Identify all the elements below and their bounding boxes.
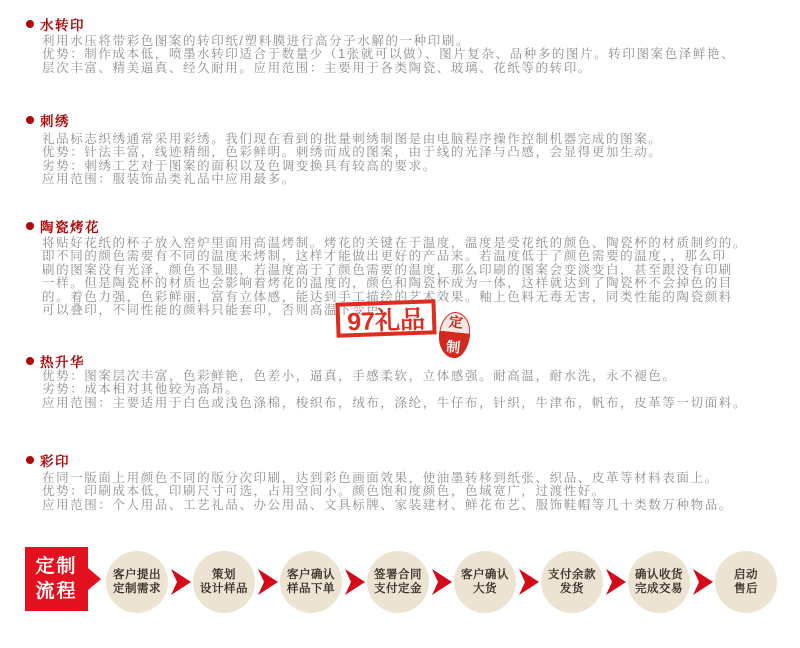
section-title-ceramic-baking: 陶瓷烤花 — [40, 220, 100, 235]
body-line: 应用范围：个人用品、工艺礼品、办公用品、文具标牌、家装建材、鲜花布艺、服饰鞋帽等几十类数万种物品。 — [42, 497, 733, 512]
body-line: 礼品标志织绣通常采用彩绣。我们现在看到的批量刺绣制图是由电脑程序操作控制机器完成的图案。 — [42, 132, 663, 146]
body-line: 应用范围：服装饰品类礼品中应用最多。 — [42, 172, 296, 187]
section-body — [42, 472, 798, 512]
body-line: 劣势：刺绣工艺对于图案的面积以及色调变换具有较高的要求。 — [42, 158, 437, 173]
arrow-right-icon — [692, 569, 714, 595]
step-text: 设计样品 — [200, 583, 248, 595]
section-title-sublimation: 热升华 — [40, 355, 85, 370]
body-line: 优势：图案层次丰富，色彩鲜艳，色差小，逼真，手感柔软，立体感强。耐高温，耐水洗，永不褪色。 — [42, 369, 677, 383]
body-line: 即不同的颜色需要有不同的温度来烤制，这样才能做出更好的产品来。若温度低于了颜色需要的温度，，那么印 — [42, 249, 727, 264]
body-line: 应用范围：主要适用于白色或浅色涤棉，梭织布，绒布，涤纶，牛仔布，针织，牛津布，帆布，皮革等一切面料。 — [42, 395, 748, 410]
body-line: 优势：印刷成本低，印刷尺寸可选，占用空间小。颜色饱和度颜色，色域宽广，过渡性好。 — [42, 484, 607, 499]
flow-step-6 — [541, 551, 603, 613]
step-text: 客户提出 — [113, 569, 161, 581]
section-body — [42, 35, 798, 75]
arrow-right-icon — [257, 569, 279, 595]
flow-step-8 — [715, 551, 777, 613]
process-flow-label — [25, 547, 88, 611]
arrow-right-icon — [518, 569, 540, 595]
body-line: 劣势：成本相对其他较为高昂。 — [42, 382, 240, 397]
section-title-water-transfer: 水转印 — [40, 18, 85, 33]
step-text: 大货 — [473, 583, 497, 595]
body-line: 将贴好花纸的杯子放入窑炉里面用高温烤制。烤花的关键在于温度，温度是受花纸的颜色、陶瓷杯的材质制约的。 — [42, 236, 748, 250]
step-text: 支付余款 — [548, 569, 596, 581]
arrow-right-icon — [170, 569, 192, 595]
flow-step-2 — [193, 551, 255, 613]
section-body — [42, 370, 798, 410]
body-line: 优势：针法丰富，线迹精细，色彩鲜明。刺绣而成的图案，由于线的光泽与凸感，会显得更加生动。 — [42, 145, 663, 160]
body-line: 可以叠印，不同性能的颜料只能套印，否则高温下变色。 — [42, 303, 395, 318]
step-text: 签署合同 — [374, 569, 422, 581]
bullet-icon — [26, 116, 34, 124]
arrow-right-icon — [605, 569, 627, 595]
step-text: 发货 — [560, 583, 584, 595]
body-line: 利用水压将带彩色图案的转印纸/塑料膜进行高分子水解的一种印刷。 — [42, 34, 471, 48]
bullet-icon — [26, 20, 34, 28]
arrow-right-icon — [344, 569, 366, 595]
step-text: 定制需求 — [113, 583, 161, 595]
step-text: 确认收货 — [635, 569, 683, 581]
bullet-icon — [26, 456, 34, 464]
body-line: 在同一版面上用颜色不同的版分次印刷，达到彩色画面效果，使油墨转移到纸张、织品、皮革等材料表面上。 — [42, 471, 719, 485]
section-title-color-print: 彩印 — [40, 454, 70, 469]
body-line: 的。着色力强，色彩鲜丽，富有立体感，能达到手工描绘的艺术效果。釉上色料无毒无害，同类性能的陶瓷颜料 — [42, 289, 733, 304]
body-line: 一样。但是陶瓷杯的材质也会影响着烤花的温度的，颜色和陶瓷杯成为一体，这样就达到了陶瓷杯不会掉色的目 — [42, 276, 733, 291]
flow-step-3 — [280, 551, 342, 613]
step-text: 客户确认 — [287, 569, 335, 581]
watermark-brand-text: 97礼品 — [346, 305, 426, 336]
body-line: 刷的图案没有光泽，颜色不显眼，若温度高于了颜色需要的温度，那么印刷的图案会变淡变白，甚至跟没有印刷 — [42, 262, 733, 277]
body-line: 层次丰富、精美逼真、经久耐用。应用范围：主要用于各类陶瓷、玻璃、花纸等的转印。 — [42, 60, 592, 75]
flow-step-4 — [367, 551, 429, 613]
step-text: 支付定金 — [374, 583, 422, 595]
step-text: 启动 — [734, 569, 758, 581]
watermark-brand-box — [335, 299, 436, 337]
step-text: 策划 — [212, 569, 236, 581]
custom-seal-stamp — [437, 311, 473, 360]
step-text: 完成交易 — [635, 583, 683, 595]
flow-step-7 — [628, 551, 690, 613]
step-text: 样品下单 — [287, 583, 335, 595]
seal-char-top: 定 — [448, 313, 464, 331]
bullet-icon — [26, 222, 34, 230]
step-text: 售后 — [734, 583, 758, 595]
body-line: 优势：制作成本低，喷墨水转印适合于数量少（1张就可以做）、图片复杂、品种多的图片。转印图案色泽鲜艳、 — [42, 47, 736, 62]
flow-label-line: 定制 — [35, 556, 78, 577]
flow-step-5 — [454, 551, 516, 613]
bullet-icon — [26, 357, 34, 365]
arrow-right-icon — [431, 569, 453, 595]
step-text: 客户确认 — [461, 569, 509, 581]
flow-step-1 — [106, 551, 168, 613]
seal-char-bottom: 制 — [445, 338, 462, 356]
flow-label-line: 流程 — [35, 581, 78, 602]
flow-label-pointer-icon — [88, 568, 101, 590]
section-title-embroidery: 刺绣 — [40, 114, 70, 129]
section-body — [42, 133, 798, 187]
